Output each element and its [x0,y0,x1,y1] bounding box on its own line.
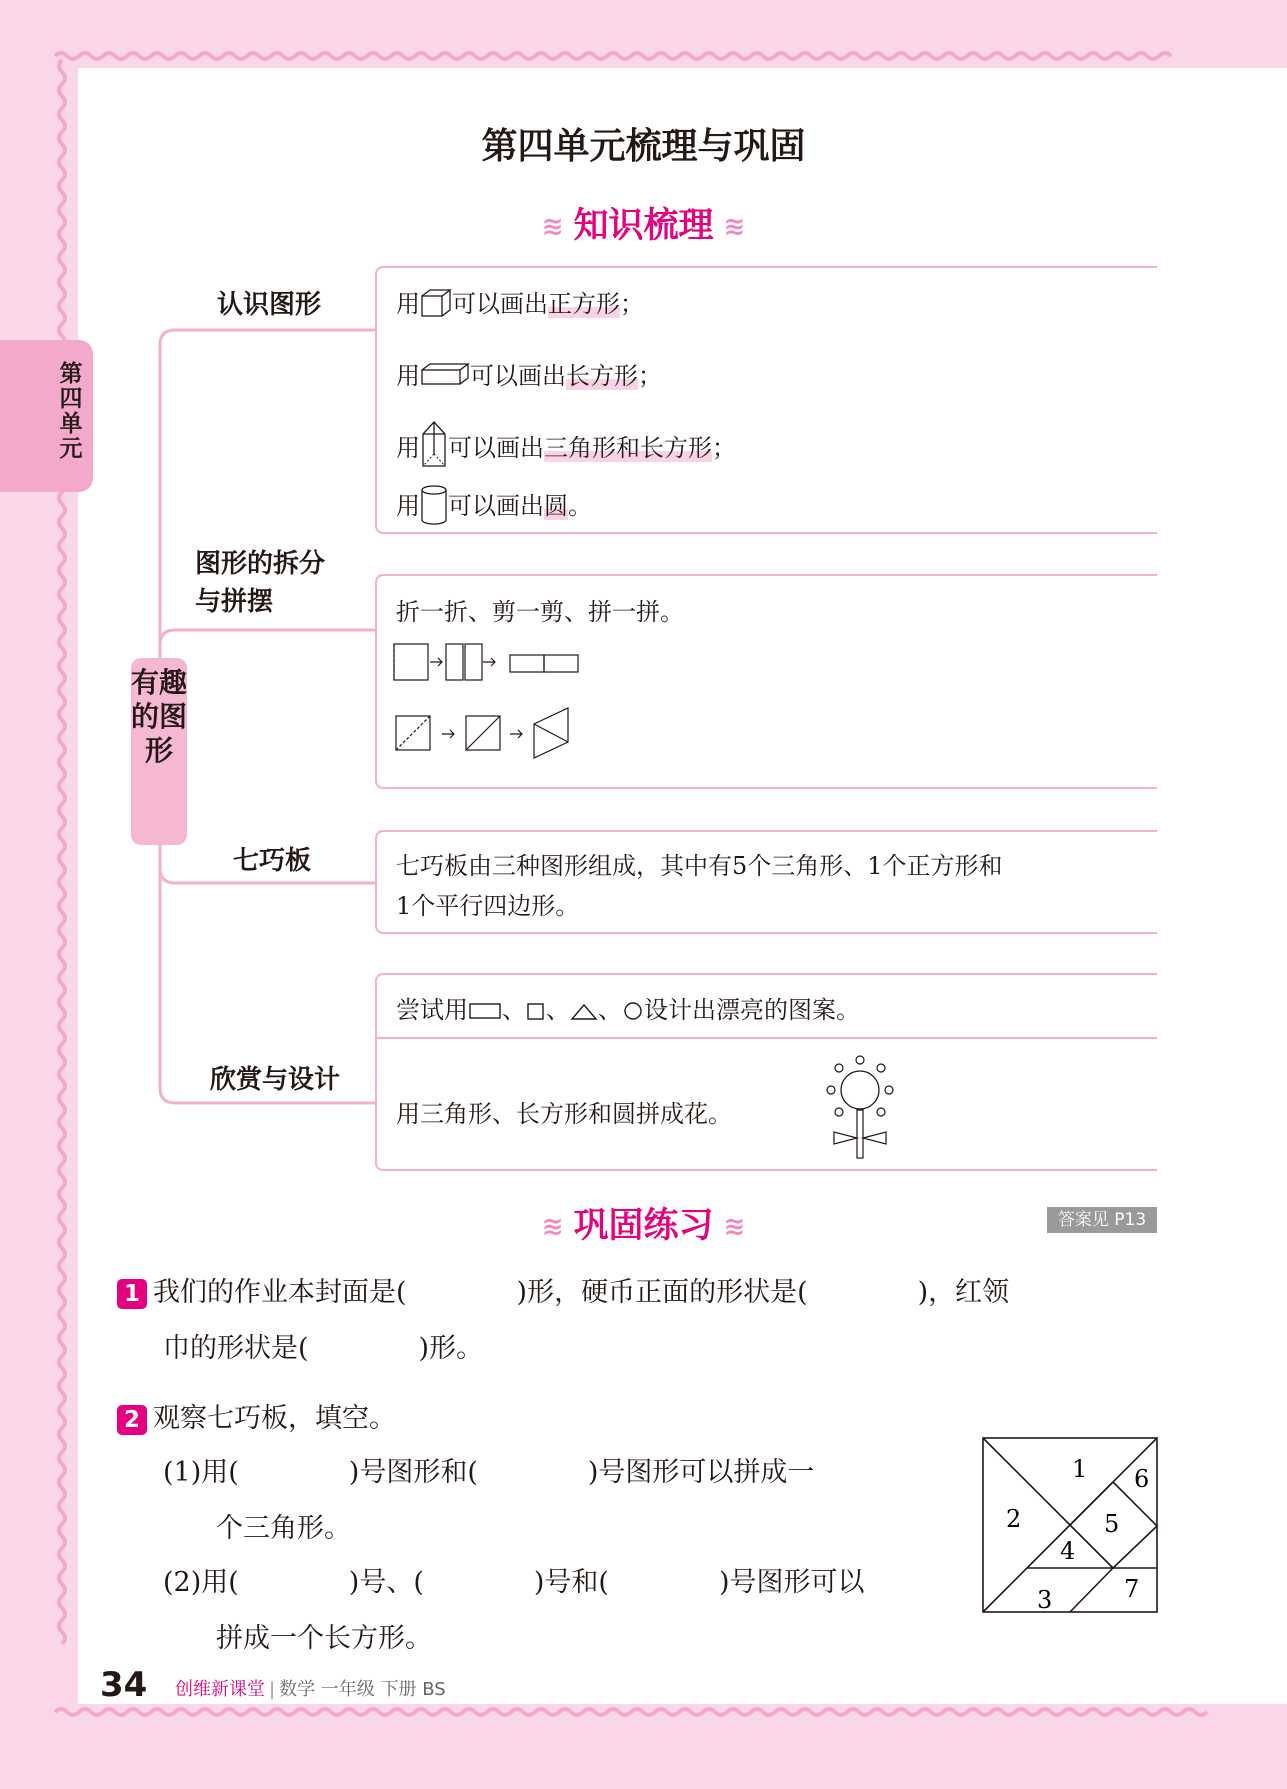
line-text: 尝试用 [396,996,468,1024]
question-2-sub1-line2: 个三角形。 [216,1513,351,1544]
highlight-answer: 正方形 [548,290,620,318]
question-text: 巾的形状是( [163,1333,309,1364]
highlight-answer: 长方形 [566,362,638,390]
line-text: 可以画出 [452,290,548,318]
highlight-answer: 圆 [544,492,568,520]
line-text: ； [620,290,644,318]
question-text: )号和( [533,1567,609,1598]
section-title: 巩固练习 [573,1206,714,1246]
wave-deco-right: ≋ [723,212,746,242]
footer-brand: 创维新课堂 [175,1679,265,1700]
question-number: 1 [117,1279,147,1309]
question-2-intro [117,1396,396,1435]
mindmap-root: 有趣的图形 [131,658,187,845]
side-tab-label: 第四单元 [59,361,83,462]
tangram-label: 3 [1037,1586,1053,1614]
question-text: )，红领 [917,1277,1010,1308]
category-design: 欣赏与设计 [210,1065,341,1095]
question-text: 我们的作业本封面是( [153,1277,407,1308]
question-text: (2)用( [163,1567,239,1598]
line-text: 用 [396,362,420,390]
question-text: 观察七巧板，填空。 [153,1403,396,1434]
answer-reference: 答案见 P13 [1047,1207,1157,1233]
line-text: 。 [568,492,592,520]
prism-icon [420,420,448,470]
line-text: 用 [396,434,420,462]
question-text: )号图形可以 [718,1567,865,1598]
question-text: )号图形和( [348,1457,478,1488]
question-text: )号、( [348,1567,424,1598]
tangram-text-line1: 七巧板由三种图形组成，其中有5个三角形、1个正方形和 [396,852,1003,880]
category-label: 图形的拆分 [195,549,326,579]
separator: 、 [502,996,526,1024]
wave-deco-left: ≋ [541,1212,564,1242]
line-text: 设计出漂亮的图案。 [644,996,860,1024]
design-text-line2: 用三角形、长方形和圆拼成花。 [396,1100,732,1128]
line-cuboid [396,356,662,391]
tangram-label: 2 [1006,1505,1022,1533]
split-combine-text: 折一折、剪一剪、拼一拼。 [396,598,684,626]
cuboid-icon [420,362,470,388]
tangram-label: 7 [1124,1575,1140,1603]
line-text: 用 [396,492,420,520]
category-label: 与拼摆 [195,587,274,617]
footer-info [175,1675,446,1701]
line-text: 用 [396,290,420,318]
line-cylinder [396,484,592,526]
category-split-combine [195,545,325,621]
fold-cut-diagram [390,640,590,780]
section-title: 知识梳理 [573,206,714,246]
wave-deco-left: ≋ [541,212,564,242]
page-number: 34 [100,1665,148,1705]
question-text: )形，硬币正面的形状是( [516,1277,808,1308]
line-text: 可以画出 [470,362,566,390]
highlight-answer: 三角形和长方形 [544,434,712,462]
rectangle-icon [468,1001,502,1021]
line-text: ； [638,362,662,390]
footer-divider: | [269,1679,276,1700]
line-text: ； [712,434,736,462]
tangram-text-line2: 1个平行四边形。 [396,892,580,920]
triangle-icon [570,1001,598,1021]
question-1-line2 [163,1326,483,1365]
question-1-line1 [117,1270,1009,1309]
question-text: )形。 [418,1333,484,1364]
circle-icon [622,1000,644,1022]
design-divider [375,1037,1157,1039]
separator: 、 [546,996,570,1024]
tangram-label: 5 [1104,1510,1120,1538]
square-icon [526,1001,546,1021]
question-2-sub2-line1 [163,1560,864,1599]
wave-deco-right: ≋ [723,1212,746,1242]
line-text: 可以画出 [448,434,544,462]
category-tangram: 七巧板 [233,846,312,876]
line-prism [396,420,736,470]
page-title: 第四单元梳理与巩固 [481,126,806,167]
footer-book-info: 数学 一年级 下册 BS [279,1679,446,1700]
question-text: )号图形可以拼成一 [587,1457,815,1488]
line-text: 可以画出 [448,492,544,520]
question-number: 2 [117,1405,147,1435]
cube-icon [420,288,452,318]
question-text: (1)用( [163,1457,239,1488]
tangram-figure [980,1435,1160,1615]
line-cube [396,284,644,319]
tangram-label: 1 [1072,1455,1088,1483]
category-recognize-shapes: 认识图形 [217,290,322,320]
question-2-sub1-line1 [163,1450,814,1489]
tangram-label: 6 [1134,1465,1150,1493]
cylinder-icon [420,484,448,526]
separator: 、 [598,996,622,1024]
tangram-label: 4 [1060,1537,1076,1565]
flower-diagram [822,1050,898,1162]
question-2-sub2-line2: 拼成一个长方形。 [216,1623,432,1654]
design-text-line1 [396,990,860,1025]
